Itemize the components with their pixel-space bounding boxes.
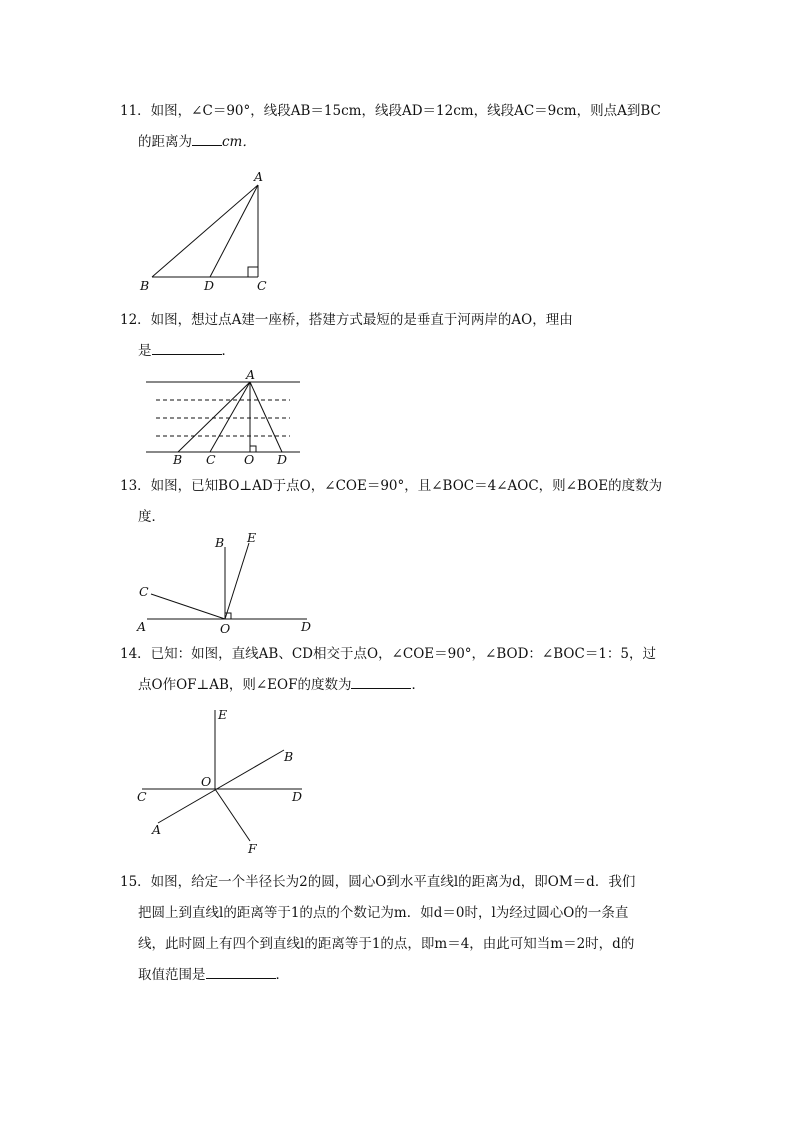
segment-AB: [152, 185, 258, 277]
question-15: [120, 867, 676, 991]
label-B: B: [215, 535, 225, 550]
label-D: D: [277, 452, 288, 467]
label-B: B: [173, 452, 183, 467]
label-A: A: [152, 822, 162, 837]
question-15-end: ．: [275, 967, 289, 983]
label-B: B: [140, 278, 150, 293]
segment-AD: [250, 382, 282, 452]
label-C: C: [257, 278, 267, 293]
segment-AC: [210, 382, 250, 452]
ray-OC: [151, 594, 225, 619]
answer-blank-15[interactable]: [206, 963, 276, 979]
label-E: E: [218, 707, 228, 722]
label-C: C: [206, 452, 216, 467]
question-11-line-1: 11．如图，∠C＝90°，线段AB＝15cm，线段AD＝12cm，线段AC＝9cm，则点A到BC: [120, 103, 661, 119]
right-angle-mark: [248, 267, 258, 277]
question-14: [120, 639, 676, 701]
question-13: [120, 471, 676, 533]
answer-blank-11[interactable]: [192, 130, 222, 146]
label-O: O: [244, 452, 255, 467]
question-15-line-3: 线，此时圆上有四个到直线l的距离等于1的点，即m＝4，由此可知当m＝2时，d的: [138, 936, 635, 952]
question-11-line-2-text: 的距离为: [138, 134, 192, 150]
question-13-line-2: 度．: [138, 509, 165, 525]
label-A: A: [246, 367, 256, 382]
label-E: E: [247, 530, 257, 545]
label-D: D: [292, 789, 303, 804]
ray-OE: [225, 543, 249, 619]
label-O: O: [220, 621, 231, 636]
label-B: B: [284, 749, 294, 764]
question-14-end: ．: [411, 677, 425, 693]
question-15-line-1: 15．如图，给定一个半径长为2的圆，圆心O到水平直线l的距离为d，即OM＝d．我们: [120, 874, 636, 890]
question-12-line-1: 12．如图，想过点A建一座桥，搭建方式最短的是垂直于河两岸的AO，理由: [120, 312, 573, 328]
label-A: A: [254, 169, 264, 184]
answer-blank-12[interactable]: [152, 339, 222, 355]
segment-AB: [178, 382, 250, 452]
figure-11-triangle: [140, 168, 280, 298]
label-C: C: [139, 584, 149, 599]
answer-blank-14[interactable]: [351, 673, 411, 689]
ray-OF: [215, 789, 250, 841]
line-AB: [158, 750, 284, 823]
label-O: O: [201, 774, 212, 789]
label-D: D: [204, 278, 215, 293]
segment-AD: [210, 185, 258, 277]
label-A: A: [137, 619, 147, 634]
question-12-line-2-text: 是: [138, 343, 152, 359]
question-15-line-2: 把圆上到直线l的距离等于1的点的个数记为m．如d＝0时，l为经过圆心O的一条直: [138, 905, 629, 921]
label-C: C: [137, 789, 147, 804]
question-12: [120, 305, 676, 367]
figure-12-river: [140, 368, 310, 468]
question-11-unit: cm．: [222, 134, 256, 150]
question-14-line-1: 14．已知：如图，直线AB、CD相交于点O，∠COE＝90°，∠BOD：∠BOC＝1：5，过: [120, 646, 656, 662]
question-14-line-2-text: 点O作OF⊥AB，则∠EOF的度数为: [138, 677, 352, 693]
figure-13-angles: [135, 530, 325, 640]
question-15-line-4-text: 取值范围是: [138, 967, 206, 983]
question-13-line-1: 13．如图，已知BO⊥AD于点O，∠COE＝90°，且∠BOC＝4∠AOC，则∠BOE的度数为: [120, 478, 663, 494]
figure-14-intersecting-lines: [130, 700, 320, 860]
label-F: F: [248, 841, 257, 856]
question-12-end: ．: [221, 343, 235, 359]
label-D: D: [301, 619, 312, 634]
question-11: [120, 96, 676, 158]
